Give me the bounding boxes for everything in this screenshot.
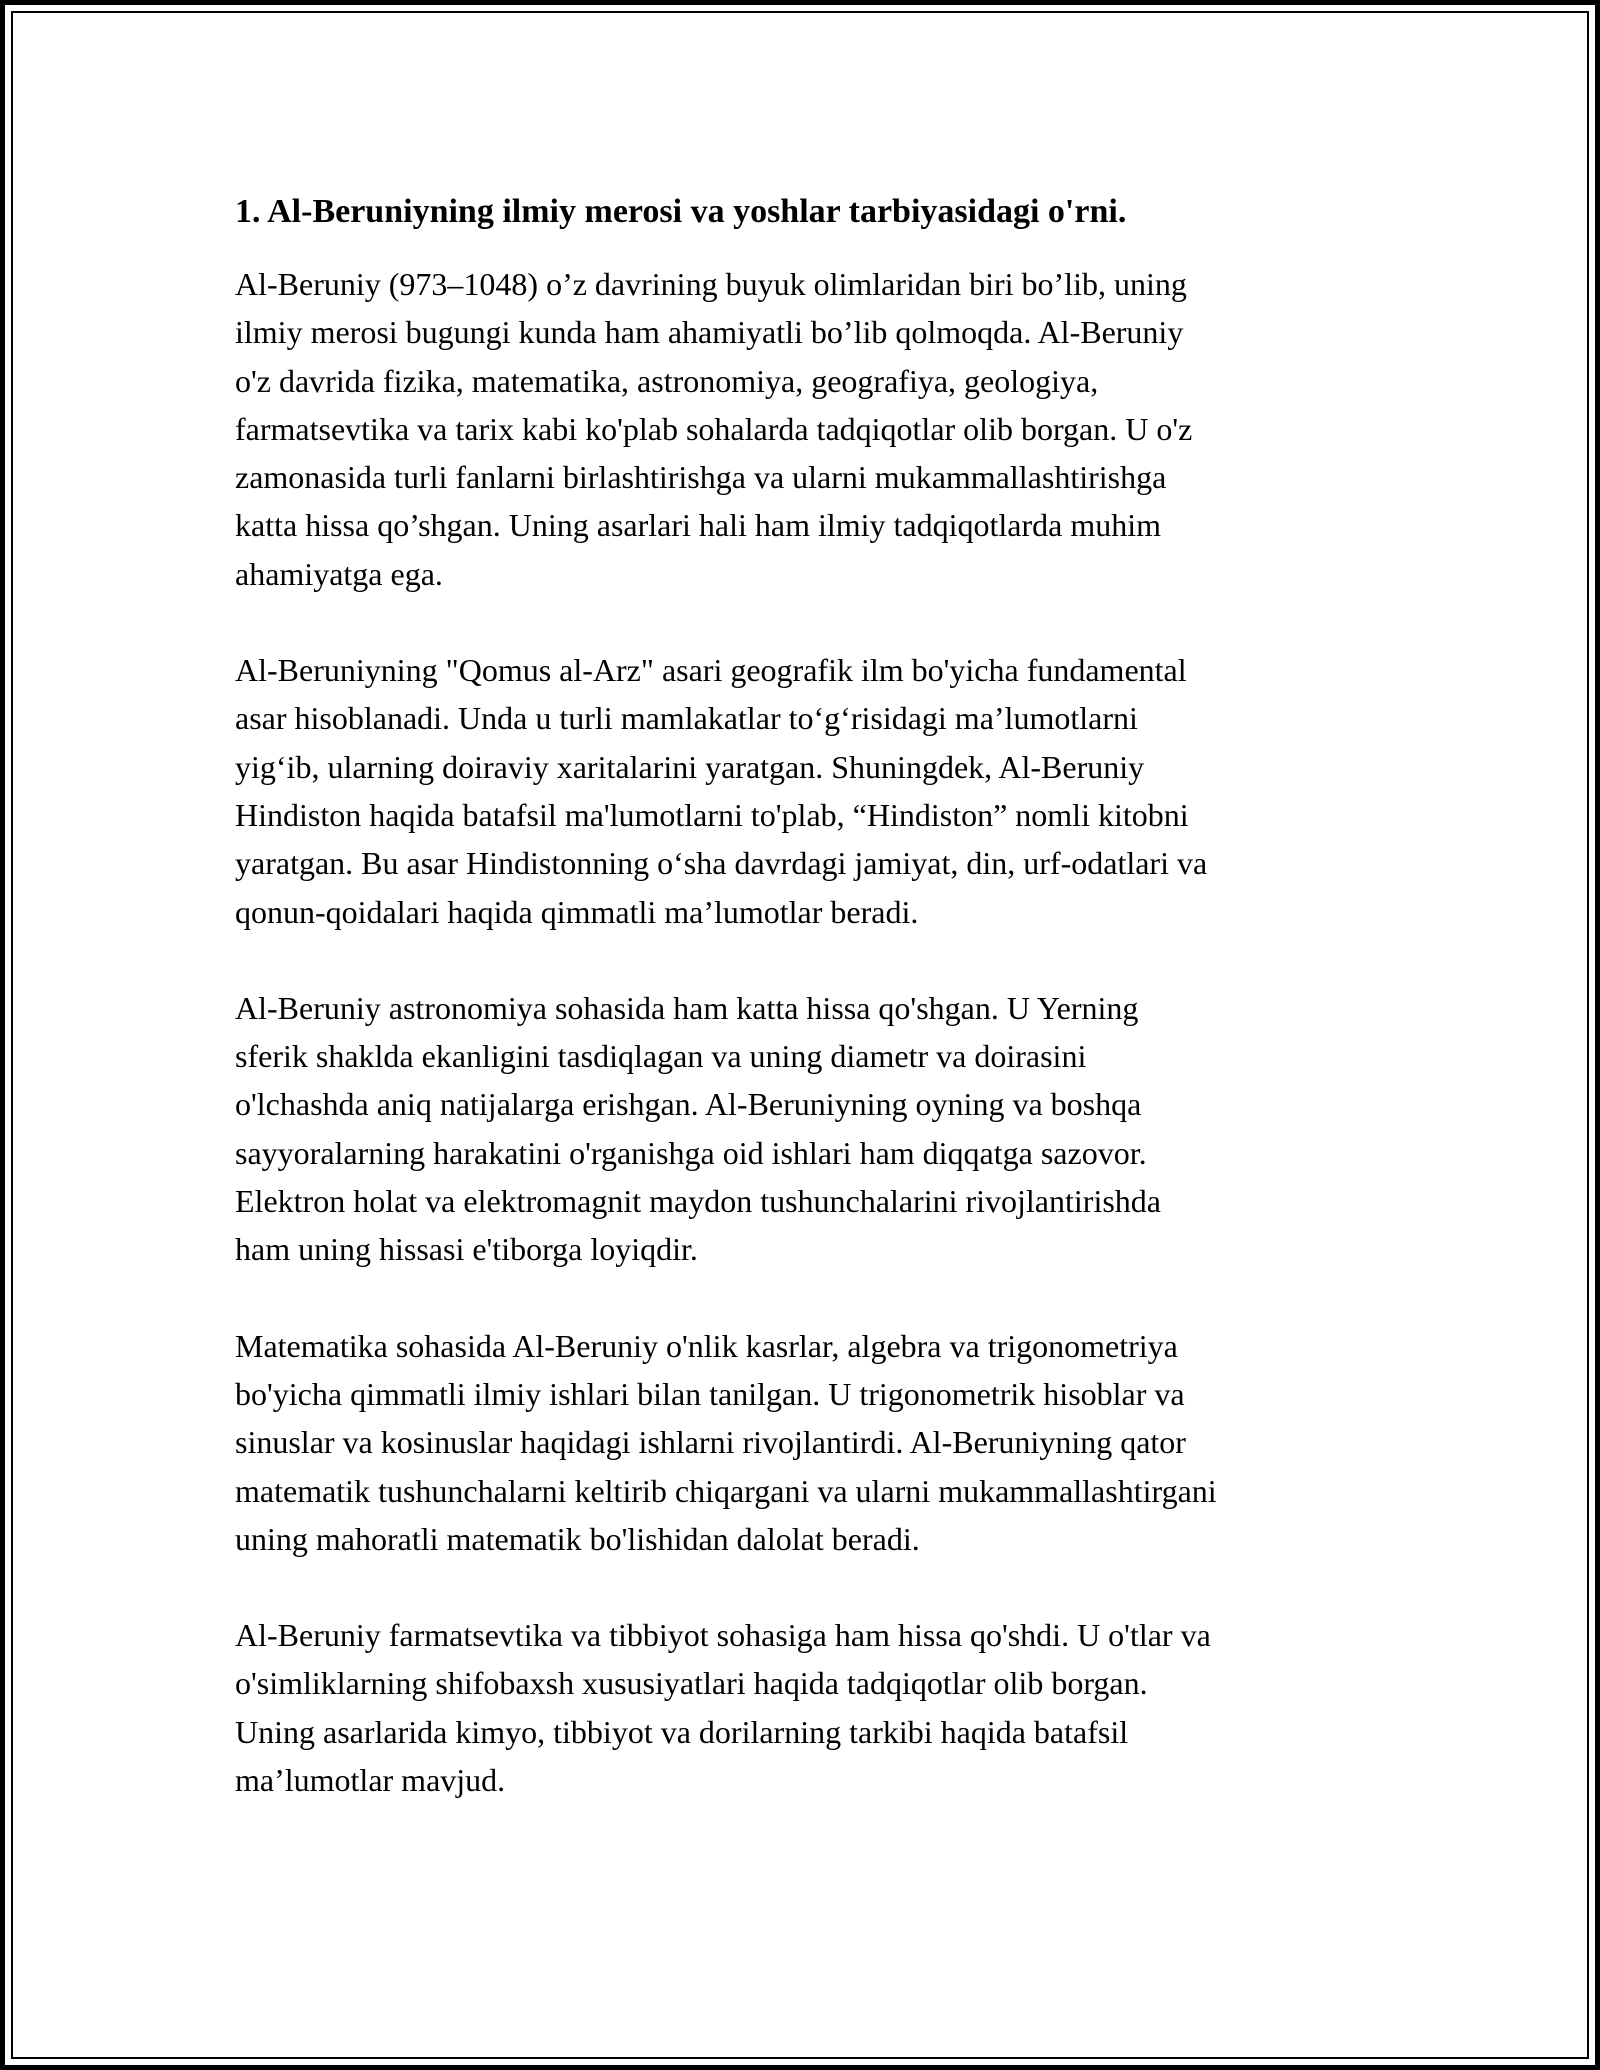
text-line: ahamiyatga ega. xyxy=(235,555,443,592)
text-line: Uning asarlarida kimyo, tibbiyot va dorilarning tarkibi haqida batafsil xyxy=(235,1713,1129,1750)
paragraph-astronomy xyxy=(235,984,1375,1274)
paragraph-mathematics xyxy=(235,1322,1375,1563)
text-line: ham uning hissasi e'tiborga loyiqdir. xyxy=(235,1231,698,1268)
document-body xyxy=(235,190,1375,1852)
text-line: o'z davrida fizika, matematika, astronomiya, geografiya, geologiya, xyxy=(235,362,1099,399)
text-line: o'simliklarning shifobaxsh xususiyatlari haqida tadqiqotlar olib borgan. xyxy=(235,1665,1148,1702)
text-line: farmatsevtika va tarix kabi ko'plab sohalarda tadqiqotlar olib borgan. U o'z xyxy=(235,410,1193,447)
text-line: yig‘ib, ularning doiraviy xaritalarini yaratgan. Shuningdek, Al-Beruniy xyxy=(235,748,1145,785)
text-line: ilmiy merosi bugungi kunda ham ahamiyatli bo’lib qolmoqda. Al-Beruniy xyxy=(235,314,1184,351)
text-line: qonun-qoidalari haqida qimmatli ma’lumotlar beradi. xyxy=(235,893,919,930)
text-line: sinuslar va kosinuslar haqidagi ishlarni rivojlantirdi. Al-Beruniyning qator xyxy=(235,1424,1186,1461)
paragraph-intro xyxy=(235,260,1375,598)
text-line: Al-Beruniy farmatsevtika va tibbiyot sohasiga ham hissa qo'shdi. U o'tlar va xyxy=(235,1617,1211,1654)
text-line: Al-Beruniy (973–1048) o’z davrining buyuk olimlaridan biri bo’lib, uning xyxy=(235,266,1187,302)
paragraph-geography xyxy=(235,646,1375,936)
text-line: o'lchashda aniq natijalarga erishgan. Al-Beruniyning oyning va boshqa xyxy=(235,1086,1142,1123)
paragraph-medicine xyxy=(235,1611,1375,1804)
text-line: Matematika sohasida Al-Beruniy o'nlik kasrlar, algebra va trigonometriya xyxy=(235,1327,1178,1364)
text-line: zamonasida turli fanlarni birlashtirishga va ularni mukammallashtirishga xyxy=(235,459,1167,496)
section-heading: 1. Al-Beruniyning ilmiy merosi va yoshlar tarbiyasidagi o'rni. xyxy=(235,193,1127,230)
text-line: sferik shaklda ekanligini tasdiqlagan va uning diametr va doirasini xyxy=(235,1038,1087,1075)
text-line: Al-Beruniyning "Qomus al-Arz" asari geografik ilm bo'yicha fundamental xyxy=(235,652,1187,689)
text-line: uning mahoratli matematik bo'lishidan dalolat beradi. xyxy=(235,1520,920,1557)
text-line: Elektron holat va elektromagnit maydon tushunchalarini rivojlantirishda xyxy=(235,1183,1161,1220)
text-line: Hindiston haqida batafsil ma'lumotlarni to'plab, “Hindiston” nomli kitobni xyxy=(235,796,1189,833)
text-line: katta hissa qo’shgan. Uning asarlari hali ham ilmiy tadqiqotlarda muhim xyxy=(235,507,1162,544)
text-line: ma’lumotlar mavjud. xyxy=(235,1762,506,1799)
text-line: asar hisoblanadi. Unda u turli mamlakatlar to‘g‘risidagi ma’lumotlarni xyxy=(235,700,1138,737)
text-line: sayyoralarning harakatini o'rganishga oid ishlari ham diqqatga sazovor. xyxy=(235,1134,1147,1171)
text-line: Al-Beruniy astronomiya sohasida ham katta hissa qo'shgan. U Yerning xyxy=(235,989,1139,1026)
text-line: yaratgan. Bu asar Hindistonning o‘sha davrdagi jamiyat, din, urf-odatlari va xyxy=(235,845,1208,882)
text-line: bo'yicha qimmatli ilmiy ishlari bilan tanilgan. U trigonometrik hisoblar va xyxy=(235,1375,1185,1412)
text-line: matematik tushunchalarni keltirib chiqargani va ularni mukammallashtirgani xyxy=(235,1472,1217,1509)
